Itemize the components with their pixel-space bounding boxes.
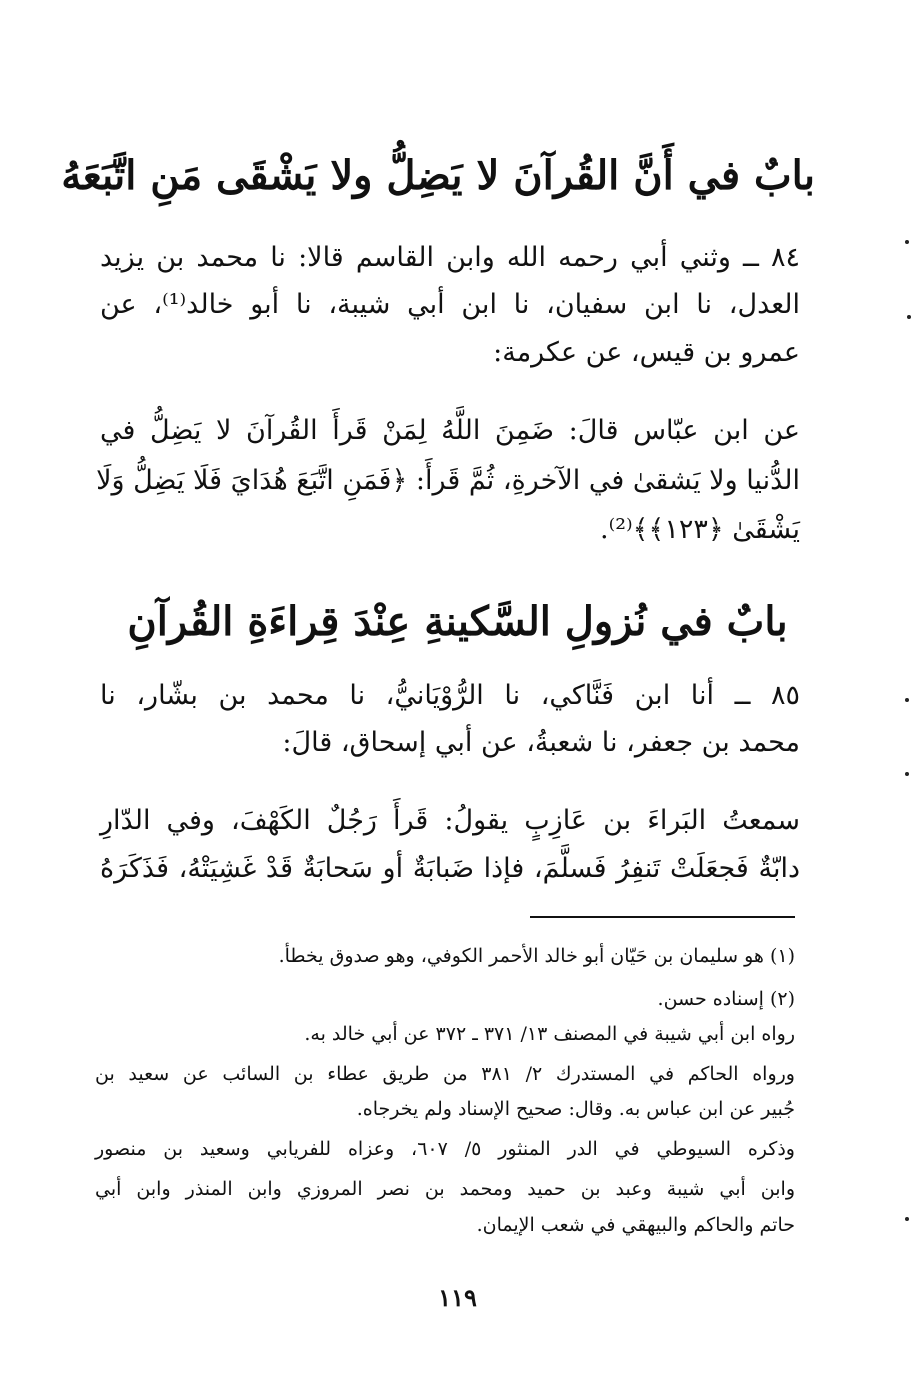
hadith-85-matn-line: دابّةٌ فَجعَلَتْ تَنفِرُ فَسلَّمَ، فإذا ضَبابَةٌ أو سَحابَةٌ قَدْ غَشِيَتْهُ، فَذَكَرَهُ — [100, 853, 800, 884]
chapter-title-2: بابٌ في نُزولِ السَّكينةِ عِنْدَ قِراءَةِ القُرآنِ — [127, 598, 788, 645]
footnote-line: (١) هو سليمان بن حَيّان أبو خالد الأحمر الكوفي، وهو صدوق يخطأ. — [278, 945, 795, 967]
margin-speck — [905, 698, 909, 702]
margin-speck — [905, 1217, 909, 1221]
hadith-84-isnad-line: عمرو بن قيس، عن عكرمة: — [493, 337, 800, 368]
hadith-85-isnad-line: ٨٥ ــ أنا ابن فَنَّاكي، نا الرُّوْيَانيُّ، نا محمد بن بشّار، نا — [100, 680, 800, 711]
footnote-line: وذكره السيوطي في الدر المنثور ٥/ ٦٠٧، وعزاه للفريابي وسعيد بن منصور — [95, 1138, 795, 1160]
chapter-title-1: بابٌ في أَنَّ القُرآنَ لا يَضِلُّ ولا يَشْقَى مَنِ اتَّبَعَهُ — [61, 152, 815, 199]
hadith-84-matn-line: عن ابن عبّاس قالَ: ضَمِنَ اللَّهُ لِمَنْ قَرأَ القُرآنَ لا يَضِلُّ في — [100, 415, 800, 446]
footnote-line: جُبير عن ابن عباس به. وقال: صحيح الإسناد ولم يخرجاه. — [356, 1098, 795, 1120]
hadith-84-isnad-line: ٨٤ ــ وثني أبي رحمه الله وابن القاسم قالا: نا محمد بن يزيد — [100, 242, 800, 273]
hadith-84-matn-line: الدُّنيا ولا يَشقىٰ في الآخرةِ، ثُمَّ قَرأَ: ﴿فَمَنِ اتَّبَعَ هُدَايَ فَلَا يَضِلُّ وَلَا — [96, 465, 800, 496]
page-number: ١١٩ — [438, 1283, 477, 1312]
footnote-line: ورواه الحاكم في المستدرك ٢/ ٣٨١ من طريق عطاء بن السائب عن سعيد بن — [95, 1063, 795, 1085]
hadith-85-matn-line: سمعتُ البَراءَ بن عَازِبٍ يقولُ: قَرأَ رَجُلٌ الكَهْفَ، وفي الدّارِ — [100, 805, 800, 836]
hadith-84-isnad-line: العدل، نا ابن سفيان، نا ابن أبي شيبة، نا أبو خالد⁽¹⁾، عن — [100, 289, 800, 320]
footnote-separator — [530, 916, 795, 918]
footnote-line: (٢) إسناده حسن. — [657, 988, 795, 1010]
footnote-line: رواه ابن أبي شيبة في المصنف ١٣/ ٣٧١ ـ ٣٧٢ عن أبي خالد به. — [304, 1023, 795, 1045]
margin-speck — [905, 772, 909, 776]
hadith-85-isnad-line: محمد بن جعفر، نا شعبةُ، عن أبي إسحاق، قالَ: — [282, 727, 800, 758]
hadith-84-matn-line: يَشْقَىٰ ﴿١٢٣﴾﴾⁽²⁾. — [599, 514, 800, 545]
footnote-line: حاتم والحاكم والبيهقي في شعب الإيمان. — [476, 1214, 795, 1236]
margin-speck — [907, 315, 911, 319]
footnote-line: وابن أبي شيبة وعبد بن حميد ومحمد بن نصر المروزي وابن المنذر وابن أبي — [95, 1178, 795, 1200]
margin-speck — [905, 240, 909, 244]
